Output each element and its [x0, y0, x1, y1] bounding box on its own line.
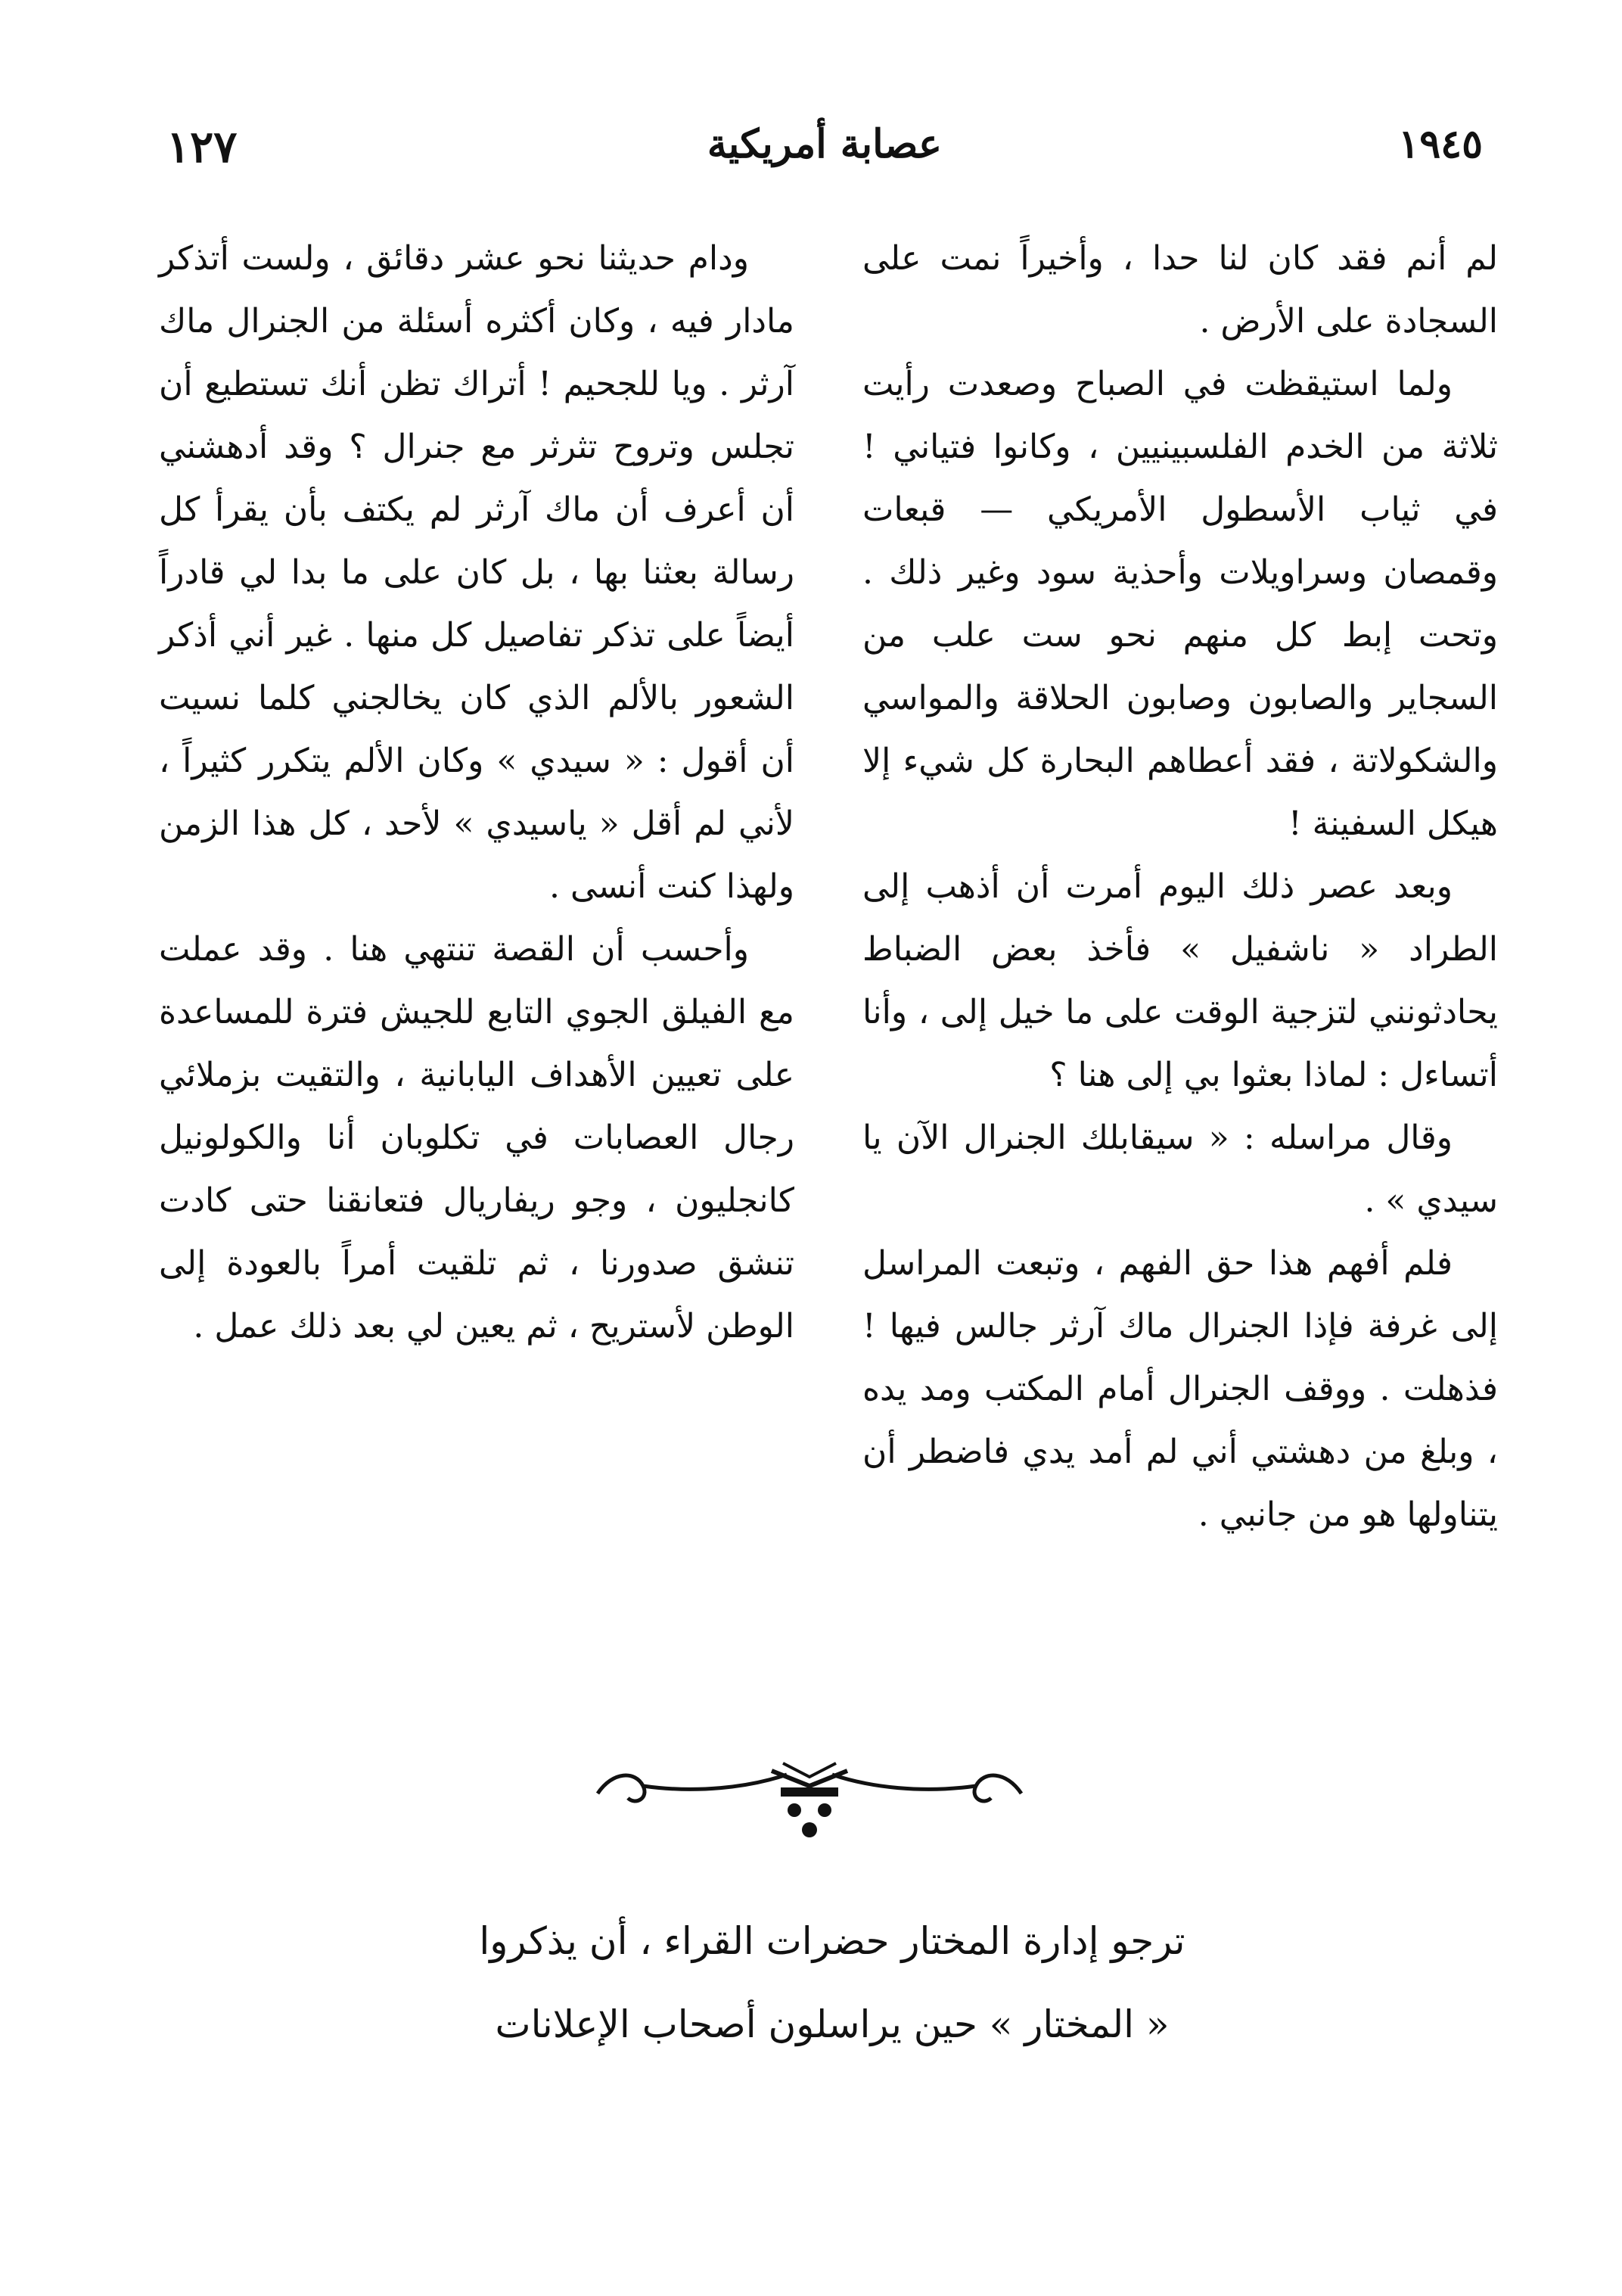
right-column: [862, 227, 1498, 1725]
paragraph: وقال مراسله : « سيقابلك الجنرال الآن يا سيدي » .: [862, 1118, 1498, 1220]
notice-line: ترجو إدارة المختار حضرات القراء ، أن يذكروا: [479, 1919, 1185, 1963]
paragraph: ولما استيقظت في الصباح وصعدت رأيت ثلاثة من الخدم الفلسبينيين ، وكانوا فتياني ! في ثياب الأسطول الأمريكي — قبعات وقمصان وسراويلات وأحذية سود وغير ذلك . وتحت إبط كل منهم نحو ست علب من السجاير والصابون وصابون الحلاقة والمواسي والشكولاتة ، فقد أعطاهم البحارة كل شيء إلا هيكل السفينة !: [862, 365, 1498, 843]
paragraph: فلم أفهم هذا حق الفهم ، وتبعت المراسل إلى غرفة فإذا الجنرال ماك آرثر جالس فيها ! فذهلت . ووقف الجنرال أمام المكتب ومد يده ، وبلغ من دهشتي أني لم أمد يدي فاضطر أن يتناولها هو من جانبي .: [862, 1244, 1498, 1534]
running-title: عصابة أمريكية: [707, 121, 943, 167]
notice-line: « المختار » حين يراسلون أصحاب الإعلانات: [495, 2002, 1170, 2046]
paragraph: ودام حديثنا نحو عشر دقائق ، ولست أتذكر مادار فيه ، وكان أكثره أسئلة من الجنرال ماك آرثر . ويا للجحيم ! أتراك تظن أنك تستطيع أن تجلس وتروح تثرثر مع جنرال ؟ وقد أدهشني أن أعرف أن ماك آرثر لم يكتف بأن يقرأ كل رسالة بعثنا بها ، بل كان على ما بدا لي قادراً أيضاً على تذكر تفاصيل كل منها . غير أني أذكر الشعور بالألم الذي كان يخالجني كلما نسيت أن أقول : « سيدي » وكان الألم يتكرر كثيراً ، لأني لم أقل « ياسيدي » لأحد ، كل هذا الزمن ولهذا كنت أنسى .: [159, 239, 794, 906]
ornament-divider-icon: [583, 1741, 1036, 1854]
issue-date: ١٩٤٥: [1398, 121, 1483, 167]
left-column: [159, 227, 794, 1725]
paragraph: لم أنم فقد كان لنا حدا ، وأخيراً نمت على السجادة على الأرض .: [862, 239, 1498, 341]
paragraph: وأحسب أن القصة تنتهي هنا . وقد عملت مع الفيلق الجوي التابع للجيش فترة للمساعدة على تعيين الأهداف اليابانية ، والتقيت بزملائي رجال العصابات في تكلوبان أنا والكولونيل كانجليون ، وجو ريفاريال فتعانقنا حتى كادت تنشق صدورنا ، ثم تلقيت أمراً بالعودة إلى الوطن لأستريح ، ثم يعين لي بعد ذلك عمل .: [159, 930, 794, 1346]
notice-box: [424, 1899, 1241, 2066]
page-header: [166, 121, 1483, 189]
text-columns: [159, 227, 1498, 1725]
paragraph: وبعد عصر ذلك اليوم أمرت أن أذهب إلى الطراد « ناشفيل » فأخذ بعض الضباط يحادثونني لتزجية الوقت على ما خيل إلى ، وأنا أتساءل : لماذا بعثوا بي إلى هنا ؟: [862, 867, 1498, 1094]
page-number: ١٢٧: [166, 121, 238, 173]
